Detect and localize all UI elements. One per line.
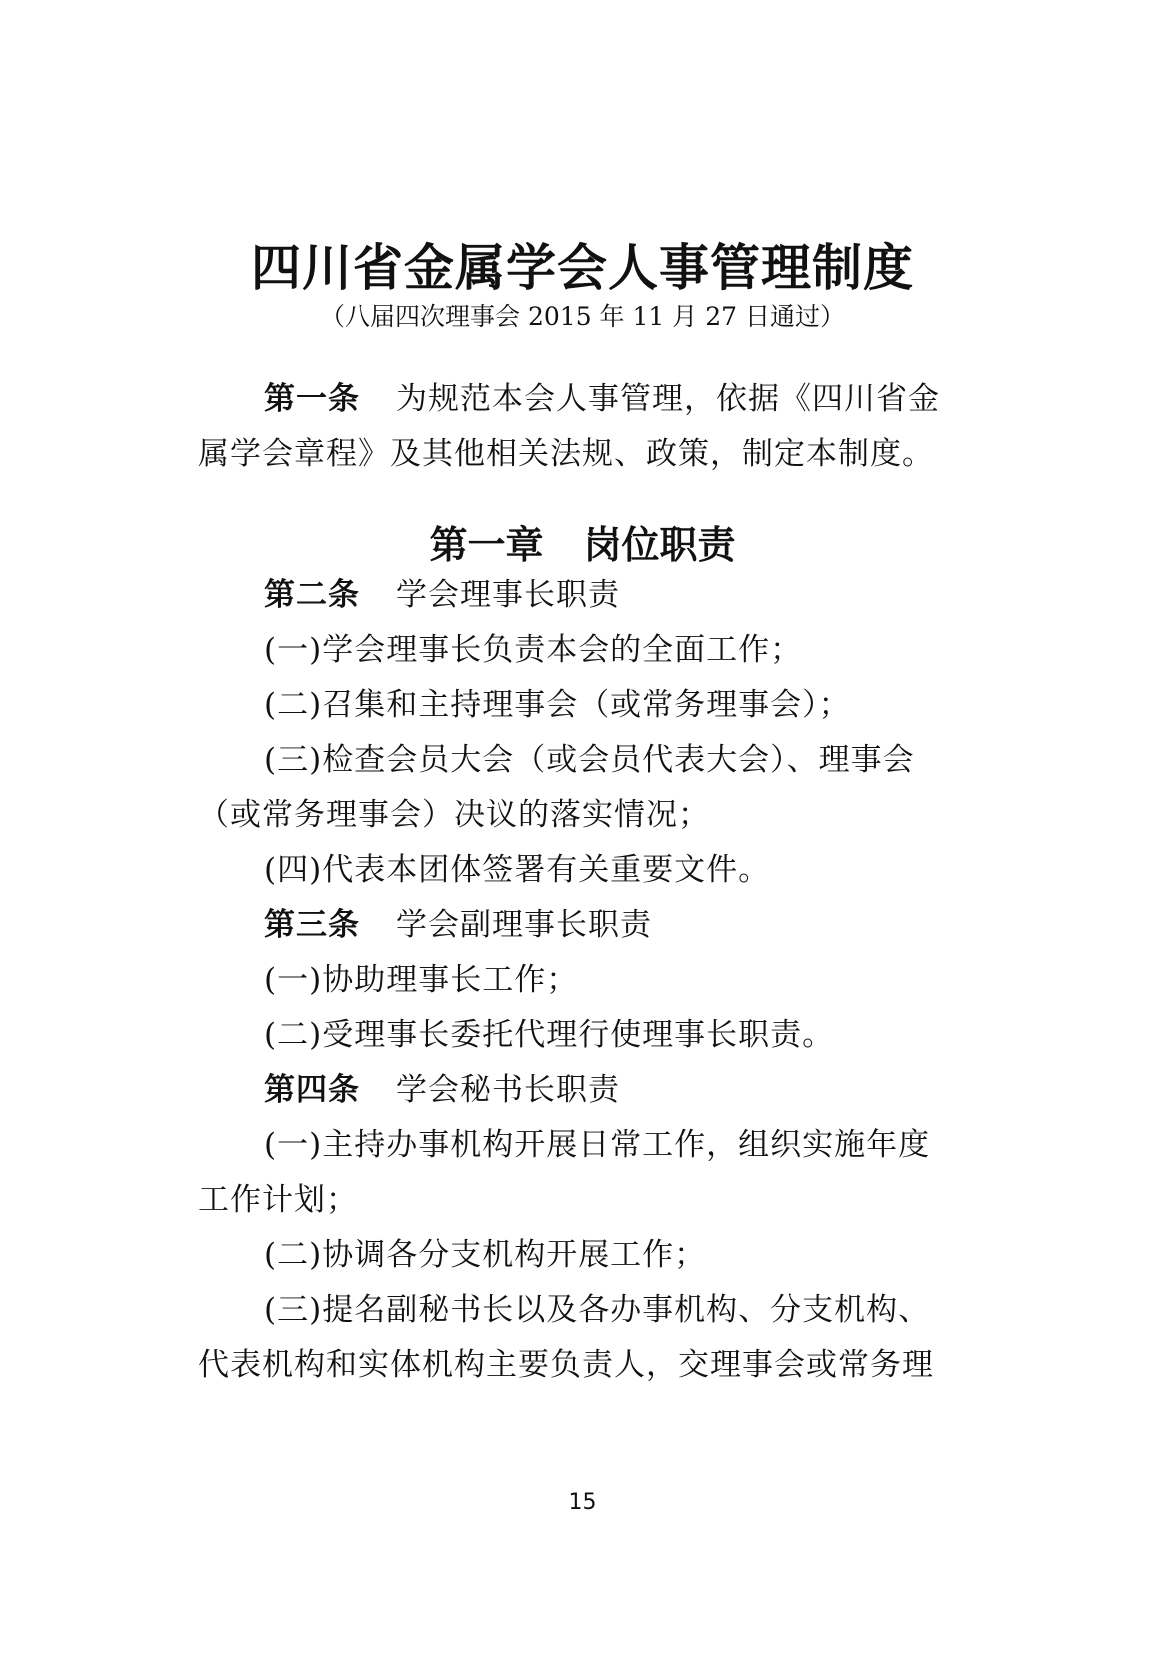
article-3-title: 学会副理事长职责 (396, 907, 652, 943)
article-1 (198, 372, 970, 482)
document-title: 四川省金属学会人事管理制度 (251, 238, 914, 297)
article-2-item-4: (四)代表本团体签署有关重要文件。 (264, 852, 771, 888)
article-2-item-2: (二)召集和主持理事会（或常务理事会）； (264, 687, 851, 723)
article-4-item-3-line-1: (三)提名副秘书长以及各办事机构、分支机构、 (264, 1292, 931, 1328)
article-3-heading (198, 898, 970, 953)
article-3-item-1: (一)协助理事长工作； (264, 962, 579, 998)
article-4-item-1-line-1: (一)主持办事机构开展日常工作，组织实施年度 (264, 1127, 931, 1163)
article-4-head: 第四条 (264, 1072, 360, 1108)
document-subtitle: （八届四次理事会 2015 年 11 月 27 日通过） (320, 302, 845, 331)
article-2-item-3-line-1: (三)检查会员大会（或会员代表大会）、理事会 (264, 742, 915, 778)
article-3-item-2: (二)受理事长委托代理行使理事长职责。 (264, 1017, 835, 1053)
article-1-line-2: 属学会章程》及其他相关法规、政策，制定本制度。 (198, 436, 934, 472)
article-4-item-2: (二)协调各分支机构开展工作； (264, 1237, 707, 1273)
article-4-item-1-line-2: 工作计划； (198, 1182, 358, 1218)
article-1-text-1: 为规范本会人事管理，依据《四川省金 (396, 381, 940, 417)
chapter-1-name: 岗位职责 (583, 522, 736, 567)
article-4-item-3-line-2: 代表机构和实体机构主要负责人，交理事会或常务理 (198, 1347, 934, 1383)
article-1-head: 第一条 (264, 381, 360, 417)
article-4-title: 学会秘书长职责 (396, 1072, 620, 1108)
article-2-title: 学会理事长职责 (396, 577, 620, 613)
chapter-1-number: 第一章 (429, 522, 544, 567)
article-2-item-3-line-2: （或常务理事会）决议的落实情况； (198, 797, 710, 833)
articles-body (198, 568, 970, 1393)
article-2-heading (198, 568, 970, 623)
page-number: 15 (568, 1490, 597, 1515)
article-3-head: 第三条 (264, 907, 360, 943)
chapter-1-heading (0, 520, 1165, 570)
article-2-item-1: (一)学会理事长负责本会的全面工作； (264, 632, 803, 668)
article-4-heading (198, 1063, 970, 1118)
article-1-line-1 (198, 372, 970, 427)
article-2-head: 第二条 (264, 577, 360, 613)
